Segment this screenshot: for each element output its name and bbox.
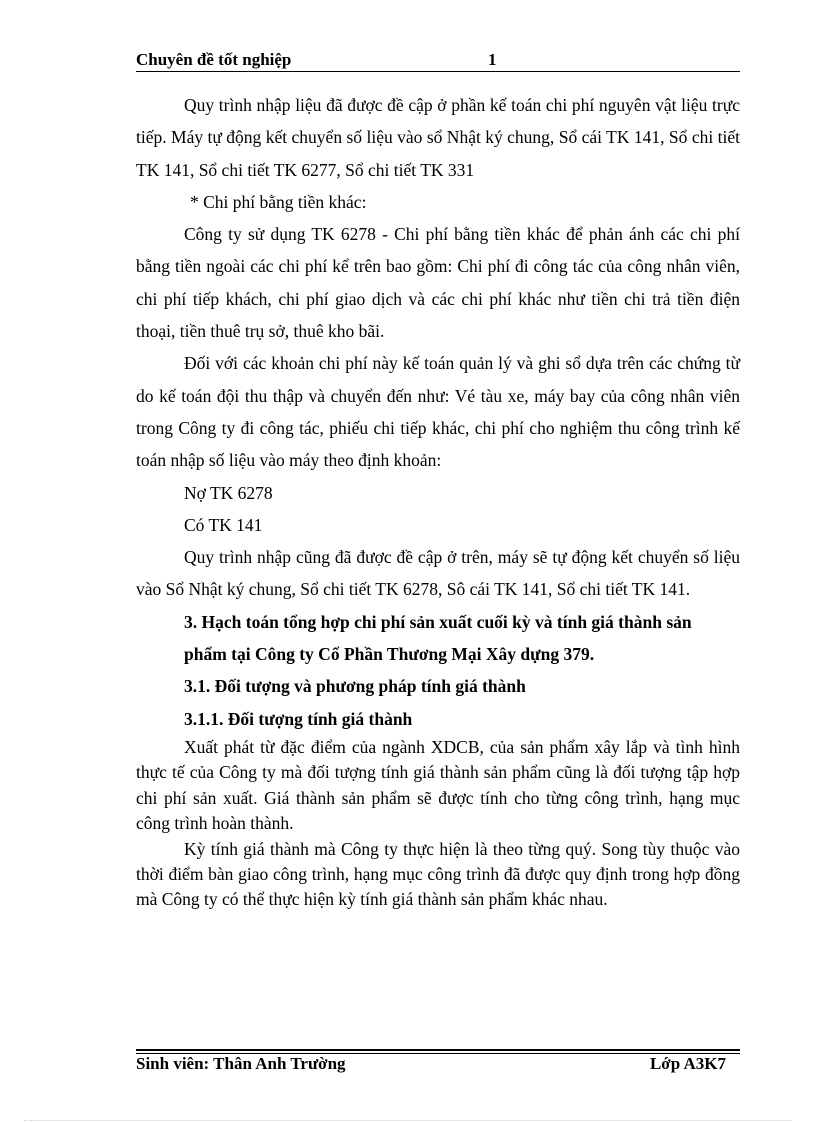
section-heading-3-1-1: 3.1.1. Đối tượng tính giá thành (184, 708, 413, 729)
footer-rule-top (136, 1049, 740, 1051)
footer-student-name: Sinh viên: Thân Anh Trường (136, 1054, 346, 1073)
header-title: Chuyên đề tốt nghiệp (136, 50, 292, 69)
text-block-lower (136, 735, 740, 913)
paragraph-costing-object: Xuất phát từ đặc điểm của ngành XDCB, của sản phẩm xây lắp và tình hình thực tế của Công ty mà đối tượng tính giá thành sản phẩm cũng là đối tượng tập hợp chi phí sản xuất. Giá thành sản phẩm sẽ được tính cho từng công trình, hạng mục công trình hoàn thành. (136, 736, 740, 834)
page-body (136, 89, 740, 913)
paragraph-costing-period: Kỳ tính giá thành mà Công ty thực hiện là theo từng quý. Song tùy thuộc vào thời điểm bàn giao công trình, hạng mục công trình đã được quy định trong hợp đồng mà Công ty có thể thực hiện kỳ tính giá thành sản phẩm khác nhau. (136, 838, 740, 910)
paragraph-auto-transfer: Quy trình nhập cũng đã được đề cập ở trên, máy sẽ tự động kết chuyển số liệu vào Sổ Nhật ký chung, Sổ chi tiết TK 6278, Sô cái TK 141, Sổ chi tiết TK 141. (136, 547, 740, 600)
paragraph-other-cash-costs-label: * Chi phí bằng tiền khác: (190, 191, 367, 212)
page-footer (136, 1054, 740, 1076)
header-rule (136, 71, 740, 72)
section-heading-3-1: 3.1. Đối tượng và phương pháp tính giá thành (184, 676, 526, 697)
section-heading-3: 3. Hạch toán tổng hợp chi phí sản xuất cuối kỳ và tính giá thành sản phẩm tại Công ty Cổ Phần Thương Mại Xây dựng 379. (184, 611, 692, 665)
paragraph-tk6278-usage: Công ty sử dụng TK 6278 - Chi phí bằng tiền khác để phản ánh các chi phí bằng tiền ngoài các chi phí kể trên bao gồm: Chi phí đi công tác của công nhân viên, chi phí tiếp khách, chi phí giao dịch và các chi phí khác như tiền chi trả tiền điện thoại, tiền thuê trụ sở, thuê kho bãi. (136, 224, 740, 342)
footer-class: Lớp A3K7 (649, 1054, 726, 1073)
journal-entry-credit: Có TK 141 (184, 514, 263, 535)
page-bottom-border (24, 1120, 792, 1121)
page-number: 1 (488, 50, 497, 69)
paragraph-data-entry-process: Quy trình nhập liệu đã được đề cập ở phần kế toán chi phí nguyên vật liệu trực tiếp. Máy tự động kết chuyển số liệu vào sổ Nhật ký chung, Sổ cái TK 141, Sổ chi tiết TK 141, Sổ chi tiết TK 6277, Sổ chi tiết TK 331 (136, 95, 740, 180)
paragraph-cost-documents: Đối với các khoản chi phí này kế toán quản lý và ghi sổ dựa trên các chứng từ do kế toán đội thu thập và chuyển đến như: Vé tàu xe, máy bay của công nhân viên trong Công ty đi công tác, phiếu chi tiếp khác, chi phí cho nghiệm thu công trình kế toán nhập số liệu vào máy theo định khoản: (136, 353, 740, 471)
text-block-upper (136, 89, 740, 735)
page-header (136, 50, 740, 72)
journal-entry-debit: Nợ TK 6278 (184, 482, 273, 503)
